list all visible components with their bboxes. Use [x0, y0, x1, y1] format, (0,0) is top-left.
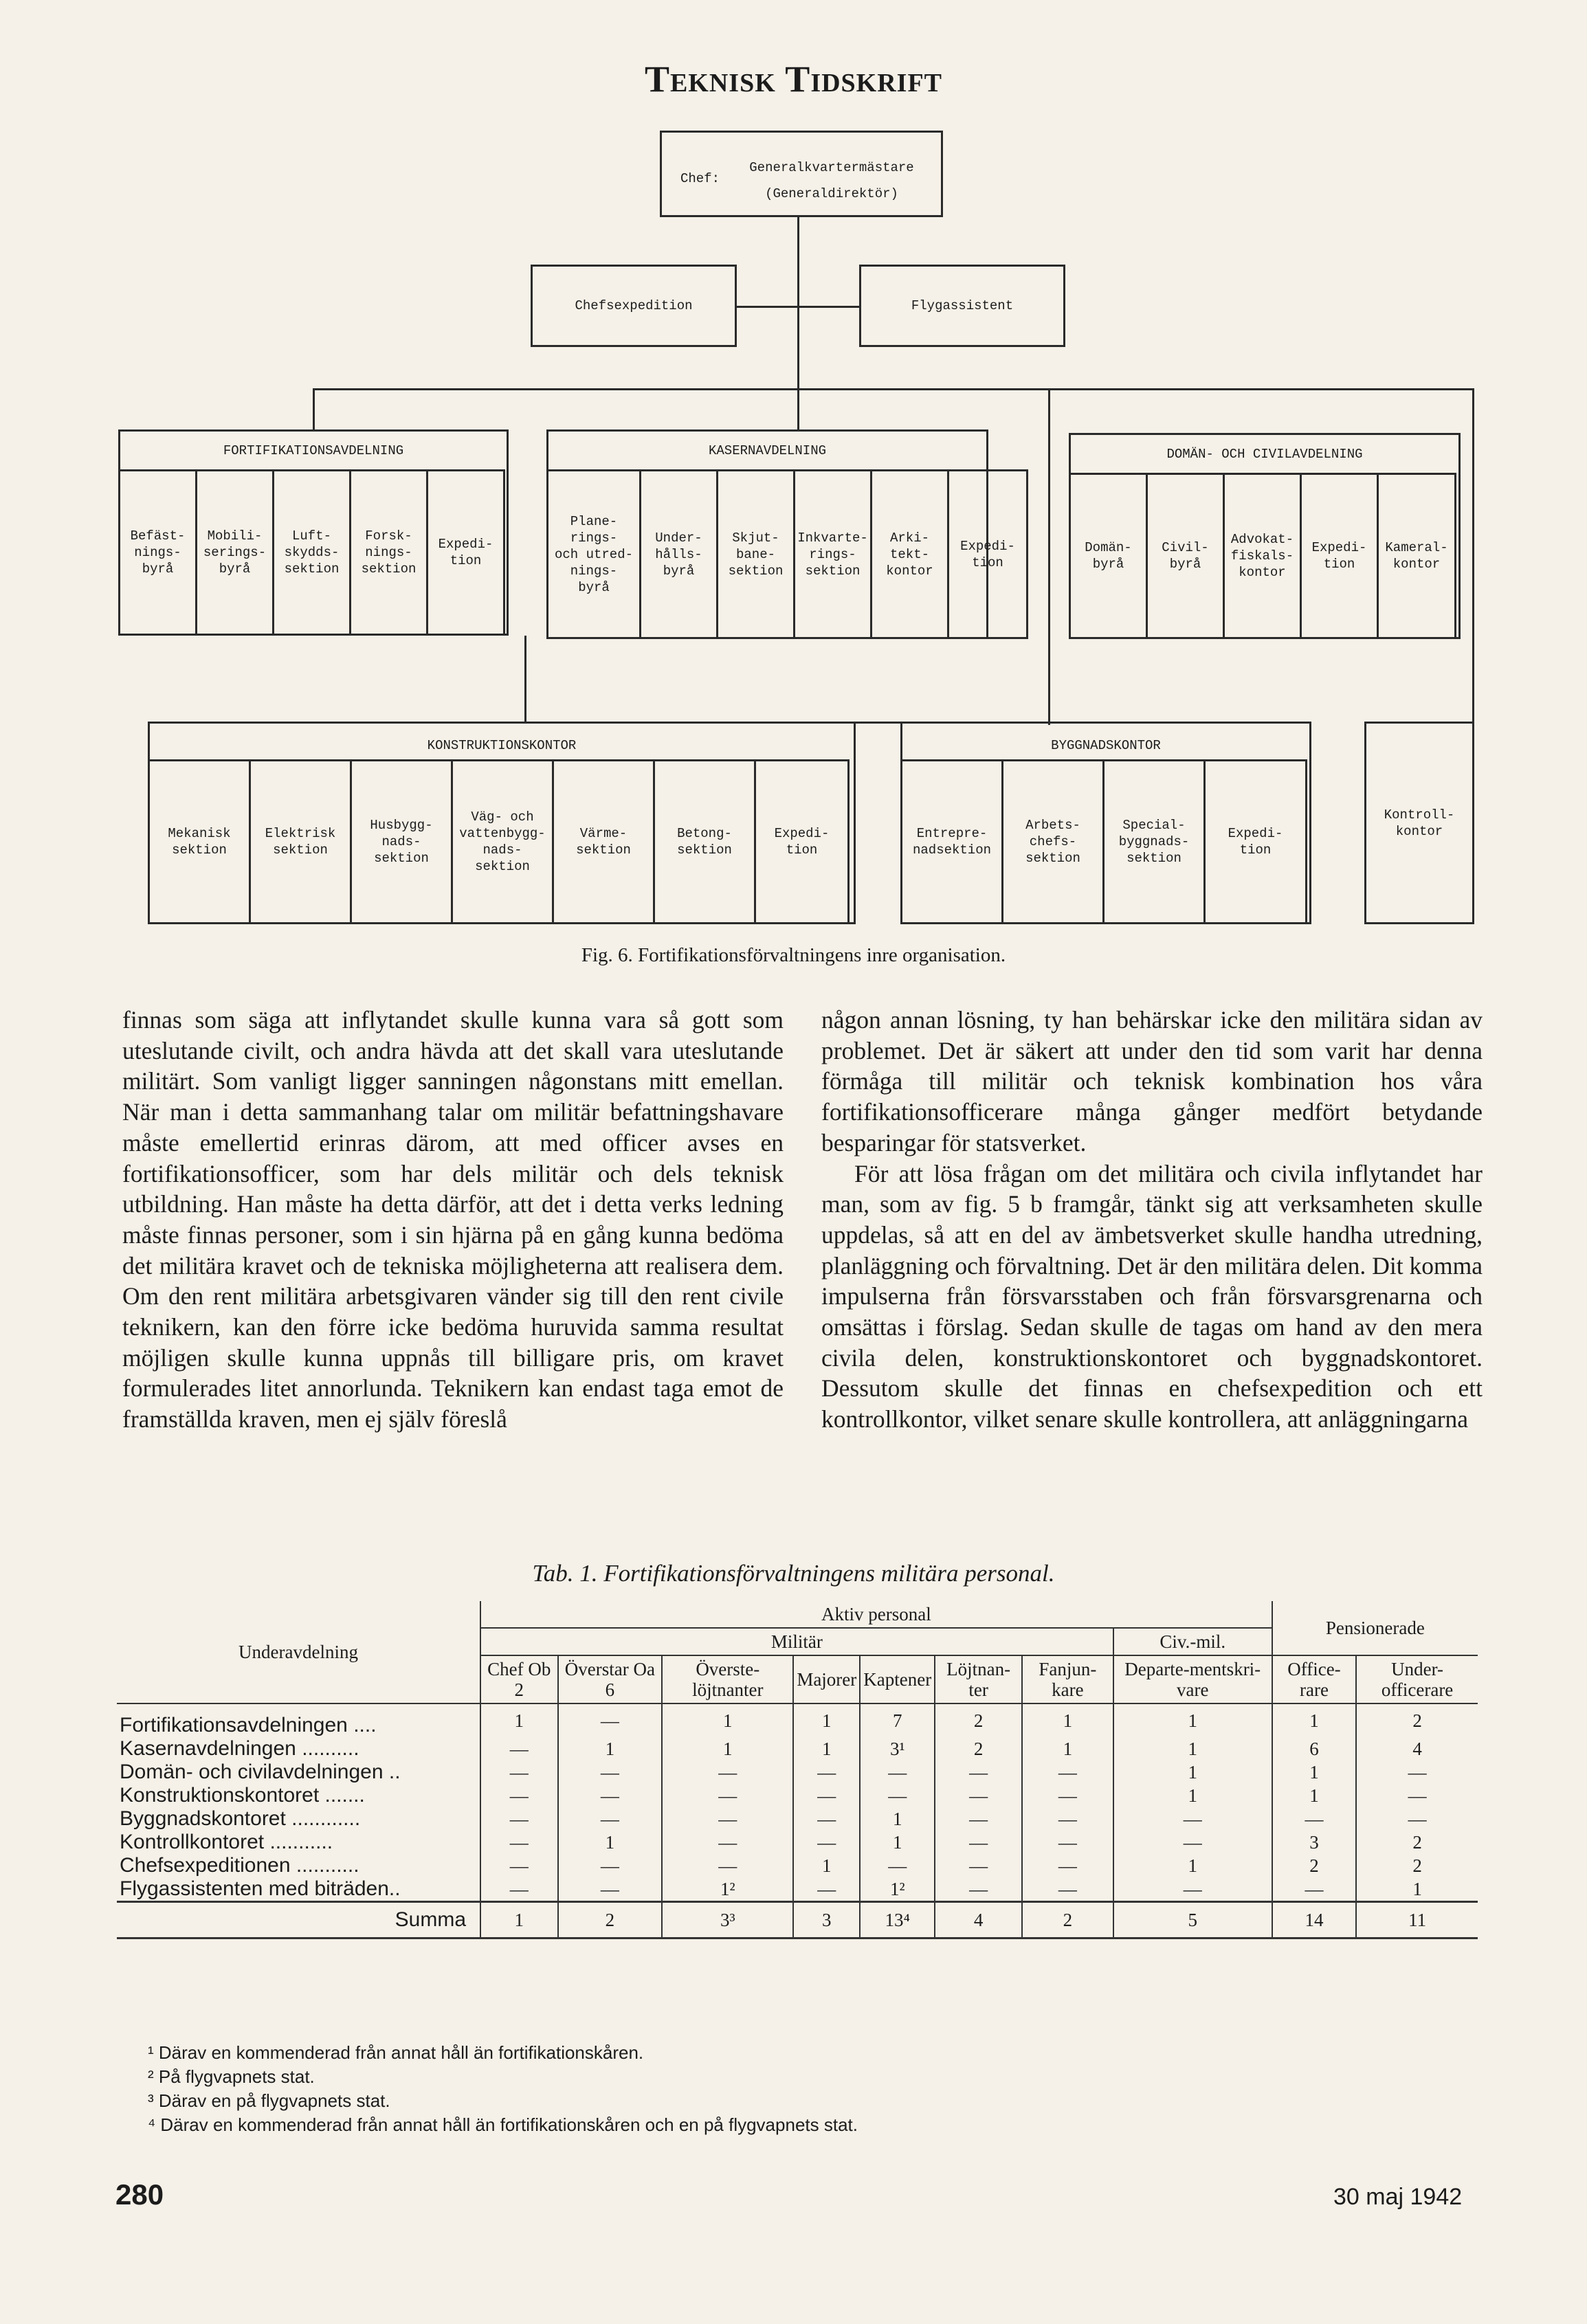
dom-unit: Civil- byrå	[1146, 473, 1225, 639]
table-cell: —	[935, 1831, 1022, 1854]
column-header: Office-rare	[1272, 1655, 1356, 1703]
table-cell: 1	[480, 1703, 558, 1737]
sum-cell: 4	[935, 1902, 1022, 1938]
table-cell: 1	[1113, 1784, 1272, 1807]
table-cell: —	[860, 1761, 935, 1784]
kas-unit: Expedi- tion	[947, 469, 1028, 639]
table-cell: 2	[1356, 1831, 1478, 1854]
fort-unit: Expedi- tion	[426, 469, 505, 636]
table-cell: —	[558, 1854, 663, 1877]
fort-unit: Forsk- nings- sektion	[349, 469, 428, 636]
doman-title: DOMÄN- OCH CIVILAVDELNING	[1166, 447, 1363, 462]
table-cell: —	[1022, 1854, 1113, 1877]
dom-unit: Domän- byrå	[1069, 473, 1148, 639]
table-cell: —	[558, 1807, 663, 1831]
header-civmil: Civ.-mil.	[1113, 1628, 1272, 1655]
body-right-column	[821, 1005, 1483, 1435]
table-cell: 7	[860, 1703, 935, 1737]
footnotes	[148, 2041, 858, 2137]
table-cell: —	[935, 1807, 1022, 1831]
kas-unit: Arki- tekt- kontor	[870, 469, 949, 639]
sum-cell: 5	[1113, 1902, 1272, 1938]
table-cell: —	[480, 1854, 558, 1877]
table-cell: —	[935, 1854, 1022, 1877]
table-cell: —	[1113, 1877, 1272, 1902]
sum-cell: 14	[1272, 1902, 1356, 1938]
table-cell: 1	[1113, 1854, 1272, 1877]
flygassistent-label: Flygassistent	[911, 298, 1014, 313]
row-label: Flygassistenten med biträden..	[120, 1877, 401, 1900]
table-cell: 1	[1272, 1761, 1356, 1784]
table-cell: —	[1356, 1761, 1478, 1784]
column-header: Överstar Oa 6	[558, 1655, 663, 1703]
kas-unit: Under- hålls- byrå	[639, 469, 718, 639]
table-cell: —	[1022, 1831, 1113, 1854]
column-header: Majorer	[793, 1655, 860, 1703]
table-cell: —	[793, 1807, 860, 1831]
sum-cell: 13⁴	[860, 1902, 935, 1938]
table-cell: —	[662, 1784, 793, 1807]
table-cell: —	[558, 1761, 663, 1784]
kontrollkontor-box: Kontroll- kontor	[1364, 722, 1474, 924]
sum-cell: 2	[558, 1902, 663, 1938]
table-cell: 1	[793, 1703, 860, 1737]
fort-unit: Mobili- serings- byrå	[195, 469, 274, 636]
body-left-column	[122, 1005, 784, 1435]
bygg-unit: Special- byggnads- sektion	[1102, 759, 1206, 924]
table-cell: 1²	[860, 1877, 935, 1902]
table-cell: —	[1113, 1807, 1272, 1831]
chefsexpedition-label: Chefsexpedition	[575, 298, 693, 313]
table-cell: 1²	[662, 1877, 793, 1902]
table-cell: 4	[1356, 1737, 1478, 1761]
table-cell: 2	[1272, 1854, 1356, 1877]
header-aktiv: Aktiv personal	[480, 1601, 1272, 1628]
body-left-paragraph: finnas som säga att inflytandet skulle kunna vara så gott som uteslutande civilt, och andra hävda att det skall vara uteslutande militärt. Som vanligt ligger sanningen någonstans mitt emellan. När man i detta sammanhang talar om militär befattningshavare måste emellertid erinras därom, att med officer avses en fortifikationsofficer, som har dels militär och dels teknisk utbildning. Han måste ha detta därför, att det i detta verks ledning måste finnas personer, som i sin hjärna på en gång kunna bedöma det militära kravet och de tekniska möjligheterna att realisera dem. Om den rent militära arbetsgivaren vänder sig till den rent civile teknikern, kan den förre icke bedöma huruvida samma resultat möjligen skulle kunna uppnås till billigare pris, om kravet formulerades litet annorlunda. Teknikern kan endast taga emot de framställda kraven, men ej själv föreslå	[122, 1006, 784, 1433]
table-cell: 1	[1113, 1761, 1272, 1784]
sum-cell: 1	[480, 1902, 558, 1938]
table-cell: —	[793, 1877, 860, 1902]
column-header: Chef Ob 2	[480, 1655, 558, 1703]
table-cell: —	[935, 1877, 1022, 1902]
table-cell: —	[480, 1737, 558, 1761]
table-cell: —	[1022, 1877, 1113, 1902]
fortifikation-title: FORTIFIKATIONSAVDELNING	[223, 443, 404, 458]
table-cell: —	[1356, 1807, 1478, 1831]
fort-unit: Befäst- nings- byrå	[118, 469, 197, 636]
table-row	[117, 1854, 1478, 1877]
table-cell: —	[1022, 1807, 1113, 1831]
bygg-unit: Entrepre- nadsektion	[900, 759, 1003, 924]
chart-top-line1: Generalkvartermästare	[749, 160, 914, 175]
fort-unit: Luft- skydds- sektion	[272, 469, 351, 636]
row-label: Kontrollkontoret ...........	[120, 1831, 333, 1853]
column-header: Fanjun-kare	[1022, 1655, 1113, 1703]
table-cell: —	[860, 1854, 935, 1877]
kon-unit: Mekanisk sektion	[148, 759, 251, 924]
footnote: ⁴ Därav en kommenderad från annat håll än fortifikationskåren och en på flygvapnets stat.	[148, 2114, 858, 2135]
table-cell: —	[1022, 1761, 1113, 1784]
header-militar: Militär	[480, 1628, 1113, 1655]
table-cell: —	[793, 1784, 860, 1807]
column-header: Departe-mentskri-vare	[1113, 1655, 1272, 1703]
row-label: Fortifikationsavdelningen ....	[120, 1714, 377, 1736]
byggnad-title: BYGGNADSKONTOR	[1051, 738, 1161, 753]
table-cell: 1	[1113, 1703, 1272, 1737]
kasern-title: KASERNAVDELNING	[708, 443, 827, 458]
kon-unit: Husbygg- nads- sektion	[350, 759, 453, 924]
figure-caption: Fig. 6. Fortifikationsförvaltningens inre organisation.	[581, 944, 1006, 966]
row-label: Kasernavdelningen ..........	[120, 1737, 359, 1760]
sum-cell: 11	[1356, 1902, 1478, 1938]
chart-chef-label: Chef:	[680, 171, 720, 186]
table-row	[117, 1831, 1478, 1854]
table-row	[117, 1737, 1478, 1761]
page-number: 280	[115, 2178, 164, 2211]
sum-cell: 2	[1022, 1902, 1113, 1938]
kon-unit: Värme- sektion	[552, 759, 655, 924]
column-header: Löjtnan-ter	[935, 1655, 1022, 1703]
footnote: ¹ Därav en kommenderad från annat håll än fortifikationskåren.	[148, 2042, 644, 2063]
masthead: Teknisk Tidskrift	[644, 58, 943, 100]
column-header: Under-officerare	[1356, 1655, 1478, 1703]
table-cell: 1	[1356, 1877, 1478, 1902]
table-cell: —	[793, 1831, 860, 1854]
table-cell: 1	[558, 1737, 663, 1761]
table-cell: 6	[1272, 1737, 1356, 1761]
sum-row	[117, 1902, 1478, 1938]
table-cell: —	[558, 1703, 663, 1737]
table-cell: —	[1356, 1784, 1478, 1807]
sum-cell: 3³	[662, 1902, 793, 1938]
table-cell: —	[1022, 1784, 1113, 1807]
table-row	[117, 1703, 1478, 1737]
table-cell: 1	[860, 1831, 935, 1854]
table-cell: 1	[1022, 1737, 1113, 1761]
table-title: Tab. 1. Fortifikationsförvaltningens militära personal.	[532, 1560, 1055, 1587]
table-cell: —	[558, 1877, 663, 1902]
table-cell: 1	[1272, 1784, 1356, 1807]
row-label: Konstruktionskontoret .......	[120, 1784, 365, 1807]
dom-unit: Advokat- fiskals- kontor	[1223, 473, 1302, 639]
footnote: ³ Därav en på flygvapnets stat.	[148, 2090, 390, 2111]
table-cell: —	[480, 1761, 558, 1784]
table-row	[117, 1761, 1478, 1784]
table-row	[117, 1784, 1478, 1807]
table-cell: 1	[860, 1807, 935, 1831]
footnote: ² På flygvapnets stat.	[148, 2066, 315, 2087]
table-cell: —	[480, 1807, 558, 1831]
header-pensionerade: Pensionerade	[1272, 1601, 1478, 1655]
table-row	[117, 1877, 1478, 1902]
row-label: Domän- och civilavdelningen ..	[120, 1761, 401, 1783]
table-cell: —	[480, 1877, 558, 1902]
body-right-paragraph-1: någon annan lösning, ty han behärskar icke den militära sidan av problemet. Det är säkert att under den tid som varit har denna förmåga till militär och teknisk kombination hos våra fortifikationsofficerare många gånger medfört betydande besparingar för statsverket.	[821, 1006, 1483, 1157]
table-cell: 3	[1272, 1831, 1356, 1854]
table-cell: 2	[935, 1703, 1022, 1737]
table-cell: 1	[793, 1737, 860, 1761]
table-cell: —	[1272, 1807, 1356, 1831]
table-cell: 1	[1272, 1703, 1356, 1737]
table-cell: —	[662, 1854, 793, 1877]
kon-unit: Elektrisk sektion	[249, 759, 352, 924]
kon-unit: Väg- och vattenbygg- nads- sektion	[451, 759, 554, 924]
body-right-paragraph-2: För att lösa frågan om det militära och civila inflytandet har man, som av fig. 5 b framgår, tänkt sig att verksamheten skulle uppdelas, så att en del av ämbetsverket skulle handha utredning, planläggning och förvaltning. Det är den militära delen. Dit komma impulserna från försvarsstaben och från försvarsgrenarna och omsättas i förslag. Sedan skulle de tagas om hand av den mera civila delen, konstruktionskontoret och byggnadskontoret. Dessutom skulle det finnas en chefsexpedition och ett kontrollkontor, vilket senare skulle kontrollera, att anläggningarna	[821, 1159, 1483, 1433]
konstruktion-title: KONSTRUKTIONSKONTOR	[427, 738, 577, 753]
table-cell: 1	[1022, 1703, 1113, 1737]
table-cell: —	[662, 1807, 793, 1831]
table-cell: —	[662, 1831, 793, 1854]
table-row	[117, 1807, 1478, 1831]
table-cell: 3¹	[860, 1737, 935, 1761]
bygg-unit: Arbets- chefs- sektion	[1001, 759, 1105, 924]
kas-unit: Inkvarte- rings- sektion	[793, 469, 872, 639]
issue-date: 30 maj 1942	[1333, 2184, 1463, 2210]
chart-top-line2: (Generaldirektör)	[765, 186, 898, 201]
table-cell: 2	[1356, 1854, 1478, 1877]
table-cell: 1	[793, 1854, 860, 1877]
table-cell: 1	[558, 1831, 663, 1854]
table-cell: —	[935, 1784, 1022, 1807]
kas-unit: Skjut- bane- sektion	[716, 469, 795, 639]
column-header: Överste-löjtnanter	[662, 1655, 793, 1703]
table-cell: —	[480, 1831, 558, 1854]
table-cell: —	[480, 1784, 558, 1807]
table-cell: —	[1113, 1831, 1272, 1854]
table-cell: —	[1272, 1877, 1356, 1902]
dom-unit: Kameral- kontor	[1377, 473, 1456, 639]
kas-unit: Plane- rings- och utred- nings- byrå	[546, 469, 641, 639]
table-cell: 2	[935, 1737, 1022, 1761]
header-underavdelning: Underavdelning	[117, 1601, 480, 1703]
kon-unit: Betong- sektion	[653, 759, 756, 924]
table-cell: 1	[662, 1703, 793, 1737]
table-cell: 1	[662, 1737, 793, 1761]
table-cell: —	[558, 1784, 663, 1807]
table-cell: —	[860, 1784, 935, 1807]
table-cell: —	[793, 1761, 860, 1784]
personnel-table	[117, 1601, 1478, 1939]
column-header: Kaptener	[860, 1655, 935, 1703]
table-cell: 2	[1356, 1703, 1478, 1737]
sum-label: Summa	[117, 1902, 480, 1938]
sum-cell: 3	[793, 1902, 860, 1938]
table-cell: 1	[1113, 1737, 1272, 1761]
kon-unit: Expedi- tion	[754, 759, 850, 924]
row-label: Byggnadskontoret ............	[120, 1807, 361, 1830]
table-cell: —	[935, 1761, 1022, 1784]
bygg-unit: Expedi- tion	[1203, 759, 1307, 924]
dom-unit: Expedi- tion	[1300, 473, 1379, 639]
table-cell: —	[662, 1761, 793, 1784]
row-label: Chefsexpeditionen ...........	[120, 1854, 359, 1877]
